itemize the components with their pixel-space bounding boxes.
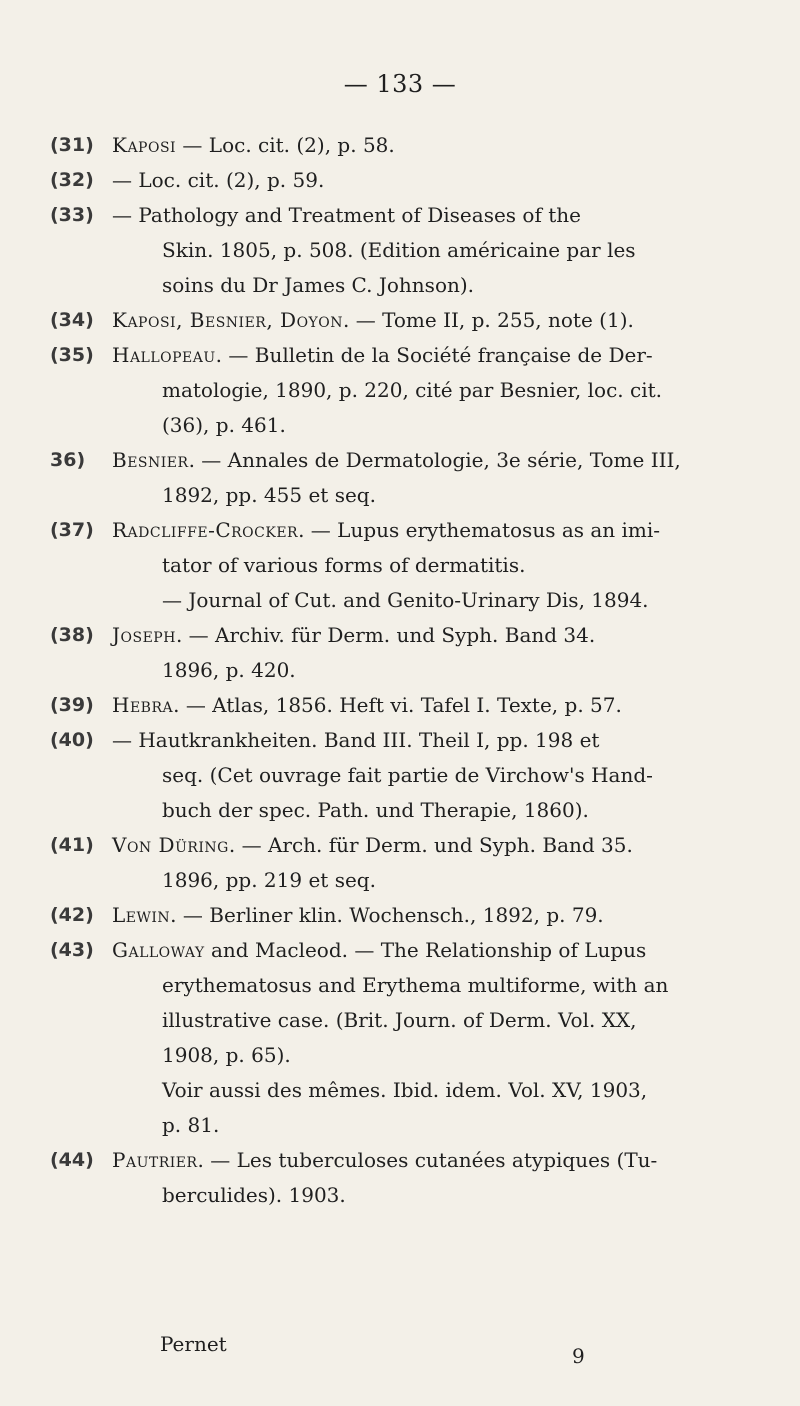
reference-text: — Journal of Cut. and Genito-Urinary Dis, 1894. <box>162 588 649 612</box>
reference-line <box>50 443 750 478</box>
page-number: — 133 — <box>343 70 457 98</box>
reference-text: . — Bulletin de la Société française de Der- <box>215 343 653 367</box>
reference-text: . — Tome II, p. 255, note (1). <box>343 308 634 332</box>
reference-line <box>50 338 750 373</box>
reference-number: (43) <box>50 939 94 961</box>
reference-text: illustrative case. (Brit. Journ. of Derm. Vol. XX, <box>162 1008 637 1032</box>
reference-text: matologie, 1890, p. 220, cité par Besnier, loc. cit. <box>162 378 662 402</box>
reference-number: (38) <box>50 624 94 646</box>
reference-number: (34) <box>50 309 94 331</box>
reference-line <box>50 198 750 233</box>
reference-line <box>50 303 750 338</box>
reference-text: erythematosus and Erythema multiforme, with an <box>162 973 669 997</box>
reference-entry <box>50 898 750 933</box>
reference-number: (32) <box>50 169 94 191</box>
reference-number: (42) <box>50 904 94 926</box>
reference-text: . — Annales de Dermatologie, 3e série, Tome III, <box>188 448 681 472</box>
reference-entry <box>50 303 750 338</box>
reference-author: Pautrier <box>112 1148 198 1172</box>
reference-line <box>50 1143 750 1178</box>
reference-text: (36), p. 461. <box>162 413 286 437</box>
reference-text: — Hautkrankheiten. Band III. Theil I, pp. 198 et <box>112 728 600 752</box>
reference-entry <box>50 933 750 1143</box>
reference-entry <box>50 128 750 163</box>
footer-signature-mark: 9 <box>572 1344 585 1368</box>
reference-line <box>50 1108 750 1143</box>
reference-line <box>50 793 750 828</box>
reference-line <box>50 478 750 513</box>
reference-text: . — Archiv. für Derm. und Syph. Band 34. <box>175 623 596 647</box>
reference-entry <box>50 828 750 898</box>
reference-list <box>50 128 750 1213</box>
reference-line <box>50 408 750 443</box>
reference-author: Von Düring <box>112 833 229 857</box>
reference-line <box>50 758 750 793</box>
reference-text: — Pathology and Treatment of Diseases of the <box>112 203 581 227</box>
reference-line <box>50 688 750 723</box>
reference-line <box>50 1003 750 1038</box>
reference-text: and Macleod. — The Relationship of Lupus <box>204 938 647 962</box>
reference-line <box>50 653 750 688</box>
reference-author: Lewin <box>112 903 171 927</box>
reference-line <box>50 128 750 163</box>
reference-line <box>50 233 750 268</box>
reference-text: seq. (Cet ouvrage fait partie de Virchow's Hand- <box>162 763 653 787</box>
reference-number: (33) <box>50 204 94 226</box>
reference-text: — Loc. cit. (2), p. 59. <box>112 168 325 192</box>
reference-text: . — Arch. für Derm. und Syph. Band 35. <box>228 833 633 857</box>
reference-number: (40) <box>50 729 94 751</box>
reference-author: Kaposi <box>112 133 177 157</box>
reference-text: Skin. 1805, p. 508. (Edition américaine par les <box>162 238 636 262</box>
reference-text: soins du Dr James C. Johnson). <box>162 273 475 297</box>
reference-number: 36) <box>50 449 86 471</box>
reference-author: Hallopeau <box>112 343 216 367</box>
reference-line <box>50 723 750 758</box>
reference-line <box>50 933 750 968</box>
reference-text: tator of various forms of dermatitis. <box>162 553 526 577</box>
reference-entry <box>50 723 750 828</box>
reference-line <box>50 1073 750 1108</box>
reference-number: (31) <box>50 134 94 156</box>
reference-line <box>50 863 750 898</box>
reference-line <box>50 163 750 198</box>
reference-line <box>50 828 750 863</box>
reference-entry <box>50 163 750 198</box>
reference-line <box>50 548 750 583</box>
reference-number: (35) <box>50 344 94 366</box>
reference-author: Joseph <box>112 623 176 647</box>
reference-line <box>50 583 750 618</box>
reference-text: . — Lupus erythematosus as an imi- <box>298 518 661 542</box>
reference-entry <box>50 198 750 303</box>
reference-author: Hebra <box>112 693 174 717</box>
reference-number: (44) <box>50 1149 94 1171</box>
reference-text: Voir aussi des mêmes. Ibid. idem. Vol. XV, 1903, <box>162 1078 648 1102</box>
reference-text: — Loc. cit. (2), p. 58. <box>176 133 395 157</box>
reference-line <box>50 618 750 653</box>
reference-number: (41) <box>50 834 94 856</box>
reference-line <box>50 373 750 408</box>
reference-text: . — Les tuberculoses cutanées atypiques (Tu- <box>197 1148 658 1172</box>
reference-author: Kaposi, Besnier, Doyon <box>112 308 344 332</box>
reference-text: buch der spec. Path. und Therapie, 1860). <box>162 798 589 822</box>
reference-line <box>50 1178 750 1213</box>
footer-author: Pernet <box>160 1332 227 1356</box>
reference-text: 1896, pp. 219 et seq. <box>162 868 376 892</box>
reference-entry <box>50 443 750 513</box>
reference-text: 1892, pp. 455 et seq. <box>162 483 376 507</box>
reference-line <box>50 898 750 933</box>
reference-entry <box>50 688 750 723</box>
reference-text: . — Berliner klin. Wochensch., 1892, p. 79. <box>170 903 604 927</box>
reference-number: (37) <box>50 519 94 541</box>
reference-line <box>50 513 750 548</box>
reference-entry <box>50 618 750 688</box>
reference-author: Besnier <box>112 448 189 472</box>
reference-author: Galloway <box>112 938 205 962</box>
reference-entry <box>50 513 750 618</box>
reference-text: berculides). 1903. <box>162 1183 346 1207</box>
reference-line <box>50 268 750 303</box>
reference-text: 1908, p. 65). <box>162 1043 291 1067</box>
reference-text: . — Atlas, 1856. Heft vi. Tafel I. Texte, p. 57. <box>173 693 622 717</box>
reference-author: Radcliffe-Crocker <box>112 518 299 542</box>
reference-line <box>50 1038 750 1073</box>
reference-text: p. 81. <box>162 1113 220 1137</box>
reference-line <box>50 968 750 1003</box>
reference-entry <box>50 338 750 443</box>
reference-entry <box>50 1143 750 1213</box>
reference-number: (39) <box>50 694 94 716</box>
reference-text: 1896, p. 420. <box>162 658 296 682</box>
